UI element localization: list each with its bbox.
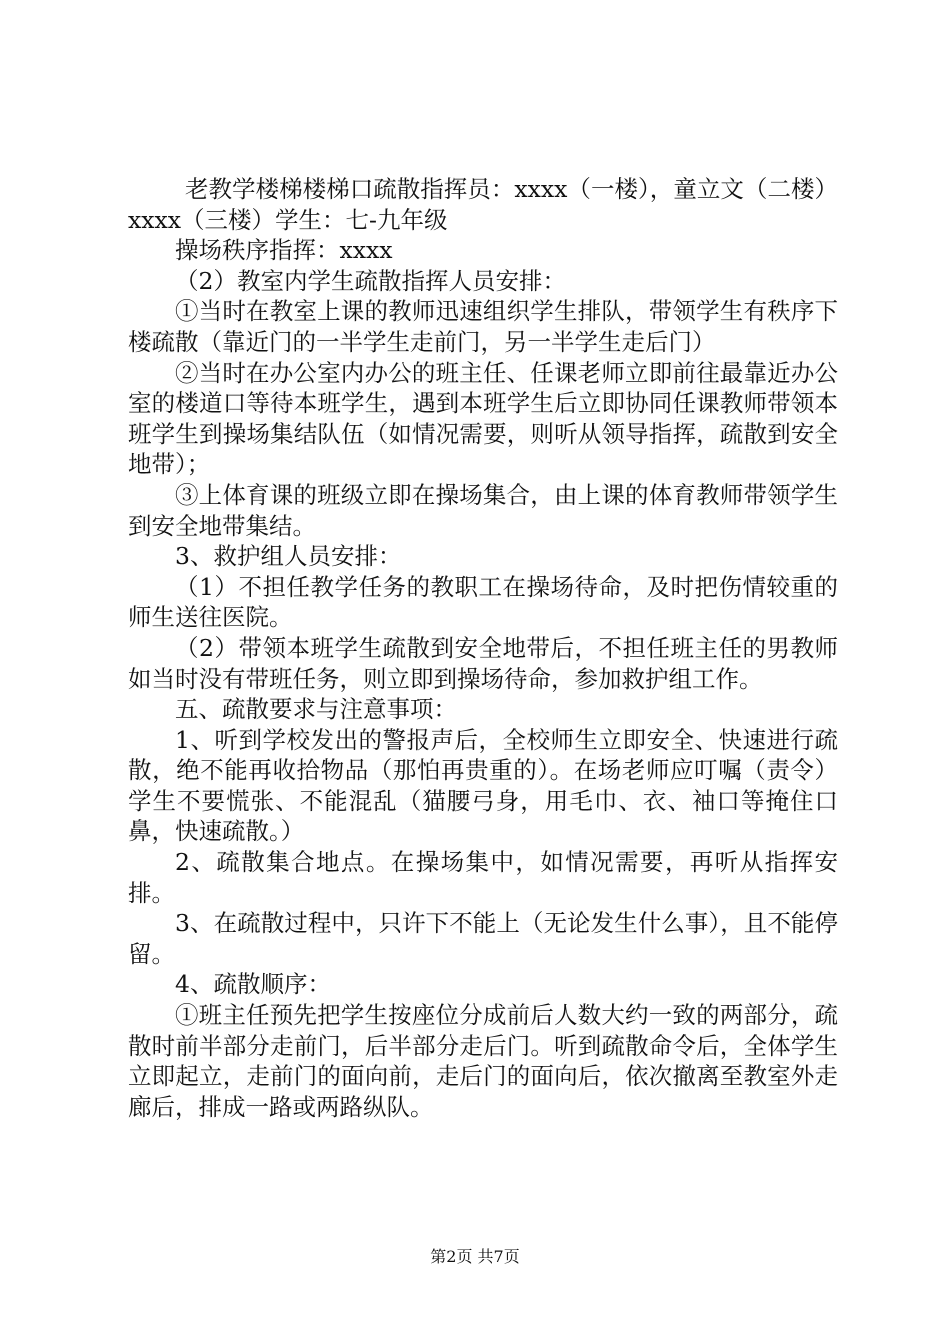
paragraph: 操场秩序指挥：xxxx	[175, 236, 393, 265]
paragraph: 3、救护组人员安排：	[175, 542, 402, 571]
paragraph: 老教学楼梯楼梯口疏散指挥员：xxxx（一楼），童立文（二楼）xxxx（三楼）学生：七-九年级	[128, 175, 838, 234]
section-heading: 五、疏散要求与注意事项：	[175, 695, 457, 724]
paragraph: （2）教室内学生疏散指挥人员安排：	[175, 266, 566, 295]
paragraph: （2）带领本班学生疏散到安全地带后，不担任班主任的男教师如当时没有带班任务，则立即到操场待命，参加救护组工作。	[128, 633, 838, 693]
paragraph: ①当时在教室上课的教师迅速组织学生排队，带领学生有秩序下楼疏散（靠近门的一半学生走前门，另一半学生走后门）	[128, 297, 838, 356]
paragraph: ②当时在办公室内办公的班主任、任课老师立即前往最靠近办公室的楼道口等待本班学生，遇到本班学生后立即协同任课教师带领本班学生到操场集结队伍（如情况需要，则听从领导指挥，疏散到安全地带）；	[128, 358, 838, 479]
paragraph: 3、在疏散过程中，只许下不能上（无论发生什么事），且不能停留。	[128, 909, 838, 968]
paragraph: 2、疏散集合地点。在操场集中，如情况需要，再听从指挥安排。	[128, 848, 838, 907]
paragraph: ③上体育课的班级立即在操场集合，由上课的体育教师带领学生到安全地带集结。	[128, 480, 838, 540]
document-body	[128, 174, 838, 1122]
paragraph: （1）不担任教学任务的教职工在操场待命，及时把伤情较重的师生送往医院。	[128, 572, 838, 632]
paragraph: ①班主任预先把学生按座位分成前后人数大约一致的两部分，疏散时前半部分走前门，后半部分走后门。听到疏散命令后，全体学生立即起立，走前门的面向前，走后门的面向后，依次撤离至教室外走廊后，排成一路或两路纵队。	[128, 1001, 838, 1121]
page-number: 第2页 共7页	[430, 1247, 520, 1266]
paragraph: 1、听到学校发出的警报声后，全校师生立即安全、快速进行疏散，绝不能再收拾物品（那怕再贵重的）。在场老师应叮嘱（责令）学生不要慌张、不能混乱（猫腰弓身，用毛巾、衣、袖口等掩住口鼻，快速疏散。）	[128, 725, 838, 846]
paragraph: 4、疏散顺序：	[175, 970, 331, 999]
